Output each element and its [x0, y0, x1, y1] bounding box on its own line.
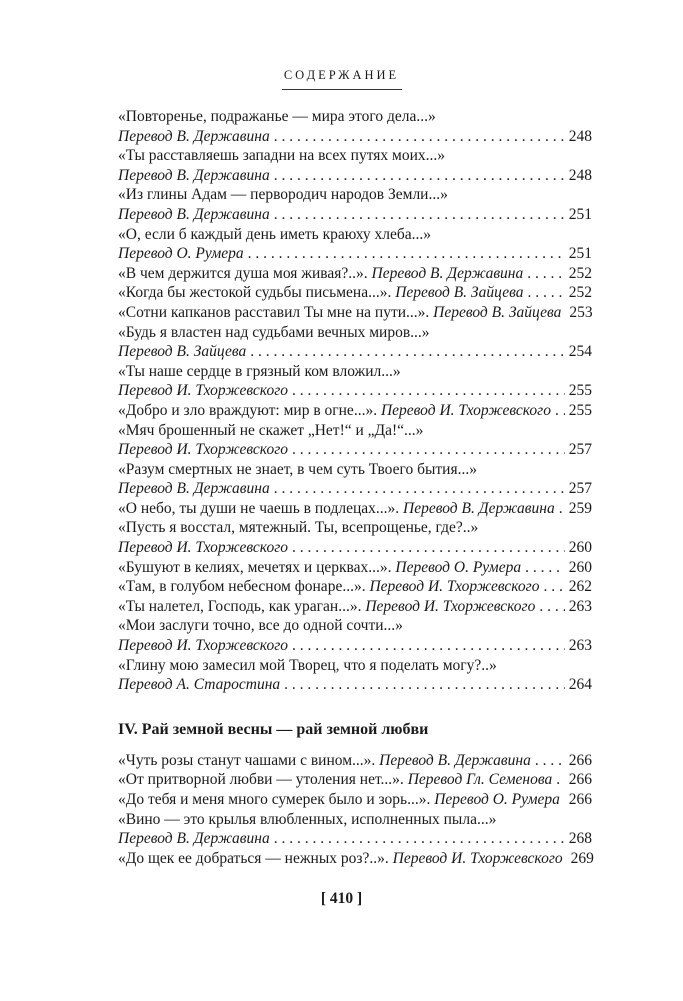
- entry-translator: Перевод И. Тхоржевского: [392, 849, 563, 867]
- toc-line: [118, 538, 592, 558]
- toc-entry-lead: [118, 790, 560, 810]
- entry-page-number: 266: [568, 771, 592, 789]
- toc-entry: [118, 303, 592, 323]
- entry-translator: Перевод Гл. Семенова: [407, 771, 553, 789]
- toc-entry: [118, 146, 592, 185]
- toc-line: [118, 751, 592, 771]
- entry-page-number: 260: [568, 539, 592, 557]
- toc-entry: [118, 849, 592, 869]
- toc-line: [118, 636, 592, 656]
- toc-line: [118, 790, 592, 810]
- toc-line: [118, 303, 592, 323]
- toc-entry-lead: [118, 849, 563, 869]
- dot-leader: [559, 499, 565, 519]
- toc-entry: [118, 225, 592, 264]
- toc-line: [118, 499, 592, 519]
- dot-leader: [528, 283, 565, 303]
- toc-line: [118, 381, 592, 401]
- toc-entry: [118, 362, 592, 401]
- running-header: СОДЕРЖАНИЕ: [283, 68, 400, 82]
- entry-page-number: 253: [569, 303, 593, 321]
- entry-title: «Повторенье, подражанье — мира этого дела...»: [118, 108, 436, 125]
- toc-entry: [118, 107, 592, 146]
- entry-translator: Перевод И. Тхоржевского: [118, 539, 288, 557]
- entry-title: «Из глины Адам — первородич народов Земли...»: [118, 186, 448, 204]
- toc-entry: [118, 460, 592, 499]
- entry-title: «Пусть я восстал, мятежный. Ты, всепрощенье, где?..»: [118, 519, 479, 537]
- toc-entry: [118, 597, 592, 617]
- toc-entry: [118, 770, 592, 790]
- toc-entry: [118, 499, 592, 519]
- entry-title: «О небо, ты души не чаешь в подлецах...».: [118, 499, 400, 517]
- entry-title: «Ты налетел, Господь, как ураган...».: [118, 597, 362, 615]
- entry-page-number: 251: [568, 205, 592, 223]
- toc-entry-lead: [118, 558, 521, 578]
- entry-page-number: 269: [570, 849, 594, 867]
- entry-title: «Сотни капканов расставил Ты мне на пути...».: [118, 303, 430, 321]
- entry-page-number: 255: [568, 382, 592, 400]
- dot-leader: [292, 440, 565, 460]
- entry-title: «Разум смертных не знает, в чем суть Твоего бытия...»: [118, 460, 477, 478]
- toc-entry: [118, 810, 592, 849]
- toc-line: [118, 849, 592, 869]
- entry-page-number: 263: [568, 597, 592, 615]
- toc-entry: [118, 185, 592, 224]
- entry-title: «Ты наше сердце в грязный ком вложил...»: [118, 362, 401, 380]
- toc-entry: [118, 401, 592, 421]
- dot-leader: [250, 342, 564, 362]
- entry-page-number: 260: [568, 558, 592, 576]
- entry-page-number: 264: [568, 676, 592, 694]
- toc-entry: [118, 656, 592, 695]
- dot-leader: [274, 205, 565, 225]
- entry-translator: Перевод В. Зайцева: [433, 303, 562, 321]
- entry-page-number: 257: [568, 480, 592, 498]
- entry-translator: Перевод В. Державина: [403, 499, 555, 517]
- entry-title: «До тебя и меня много сумерек было и зорь...».: [118, 791, 431, 808]
- entry-translator: Перевод В. Зайцева: [118, 343, 247, 361]
- entry-title: «От притворной любви — утоления нет...».: [118, 771, 404, 789]
- toc-entry: [118, 421, 592, 460]
- toc-entry-lead: [118, 770, 552, 790]
- dot-leader: [274, 829, 565, 849]
- dot-leader: [292, 636, 565, 656]
- entry-translator: Перевод И. Тхоржевского: [380, 401, 551, 419]
- toc-list-part-3: [118, 107, 592, 695]
- toc-list-part-4: [118, 751, 592, 869]
- entry-translator: Перевод И. Тхоржевского: [118, 441, 288, 459]
- entry-translator: Перевод О. Румера: [434, 791, 560, 808]
- dot-leader: [274, 479, 565, 499]
- dot-leader: [274, 127, 565, 147]
- toc-line: [118, 283, 592, 303]
- toc-entry: [118, 283, 592, 303]
- entry-translator: Перевод В. Державина: [371, 264, 524, 282]
- toc-line: [118, 166, 592, 186]
- toc-entry: [118, 558, 592, 578]
- entry-translator: Перевод А. Старостина: [118, 676, 281, 694]
- toc-entry-lead: [118, 283, 524, 303]
- entry-page-number: 259: [568, 499, 592, 517]
- toc-entry: [118, 577, 592, 597]
- toc-entry: [118, 518, 592, 557]
- toc-line: [118, 401, 592, 421]
- entry-page-number: 255: [568, 401, 592, 419]
- entry-title: «Будь я властен над судьбами вечных миров...»: [118, 323, 430, 341]
- toc-line: [118, 440, 592, 460]
- page-number: [ 410 ]: [320, 890, 363, 907]
- entry-title: «Когда бы жестокой судьбы письмена...».: [118, 284, 392, 302]
- toc-entry-lead: [118, 597, 535, 617]
- dot-leader: [527, 264, 565, 284]
- entry-page-number: 262: [568, 578, 592, 596]
- dot-leader: [555, 401, 565, 421]
- entry-translator: Перевод И. Тхоржевского: [369, 578, 540, 596]
- dot-leader: [292, 381, 565, 401]
- entry-page-number: 254: [568, 343, 592, 361]
- dot-leader: [556, 770, 565, 790]
- entry-page-number: 251: [568, 245, 592, 263]
- toc-line: [118, 205, 592, 225]
- toc-line: [118, 264, 592, 284]
- dot-leader: [248, 244, 565, 264]
- dot-leader: [292, 538, 565, 558]
- entry-title: «Мяч брошенный не скажет „Нет!“ и „Да!“...»: [118, 421, 424, 439]
- toc-entry-lead: [118, 264, 523, 284]
- entry-title: «Вино — это крылья влюбленных, исполненных пыла...»: [118, 810, 497, 828]
- entry-title: «Ты расставляешь западни на всех путях моих...»: [118, 147, 446, 165]
- dot-leader: [564, 790, 565, 810]
- toc-line: [118, 244, 592, 264]
- toc-line: [118, 558, 592, 578]
- entry-page-number: 266: [568, 751, 592, 769]
- toc-entry: [118, 790, 592, 810]
- entry-translator: Перевод О. Румера: [118, 245, 244, 263]
- section-heading: IV. Рай земной весны — рай земной любви: [118, 720, 429, 738]
- entry-title: «Глину мою замесил мой Творец, что я поделать могу?..»: [118, 656, 497, 674]
- entry-title: «Там, в голубом небесном фонаре...».: [118, 578, 366, 596]
- entry-translator: Перевод В. Зайцева: [395, 284, 524, 302]
- entry-page-number: 252: [568, 264, 592, 282]
- entry-title: «О, если б каждый день иметь краюху хлеба...»: [118, 225, 431, 243]
- entry-translator: Перевод В. Державина: [118, 166, 270, 184]
- entry-title: «Добро и зло враждуют: мир в огне...».: [118, 401, 378, 419]
- toc-line: [118, 127, 592, 147]
- toc-line: [118, 479, 592, 499]
- toc-line: [118, 770, 592, 790]
- entry-translator: Перевод В. Державина: [118, 830, 270, 848]
- entry-translator: Перевод И. Тхоржевского: [118, 382, 288, 400]
- entry-title: «Бушуют в келиях, мечетях и церквах...».: [118, 558, 392, 576]
- entry-translator: Перевод В. Державина: [118, 127, 270, 145]
- entry-title: «До щек ее добраться — нежных роз?..».: [118, 849, 389, 867]
- entry-page-number: 263: [568, 637, 592, 655]
- dot-leader: [284, 675, 565, 695]
- toc-entry: [118, 751, 592, 771]
- entry-page-number: 257: [568, 441, 592, 459]
- entry-translator: Перевод О. Румера: [395, 558, 522, 576]
- toc-line: [118, 675, 592, 695]
- entry-page-number: 266: [568, 791, 592, 808]
- toc-entry-lead: [118, 499, 555, 519]
- toc-entry: [118, 264, 592, 284]
- toc-entry-lead: [118, 577, 539, 597]
- entry-translator: Перевод В. Державина: [118, 205, 270, 223]
- toc-entry: [118, 616, 592, 655]
- entry-title: «Мои заслуги точно, все до одной сочти...»: [118, 617, 403, 635]
- dot-leader: [525, 558, 565, 578]
- toc-entry-lead: [118, 401, 551, 421]
- dot-leader: [535, 751, 565, 771]
- toc-line: [118, 597, 592, 617]
- dot-leader: [539, 597, 564, 617]
- toc-entry: [118, 323, 592, 362]
- entry-page-number: 248: [568, 127, 592, 145]
- entry-page-number: 252: [568, 284, 592, 302]
- dot-leader: [274, 166, 565, 186]
- entry-translator: Перевод В. Державина: [379, 751, 531, 769]
- toc-line: [118, 829, 592, 849]
- dot-leader: [543, 577, 564, 597]
- entry-translator: Перевод И. Тхоржевского: [118, 637, 288, 655]
- toc-line: [118, 577, 592, 597]
- table-of-contents: [118, 107, 592, 868]
- header-divider: [282, 89, 402, 90]
- entry-translator: Перевод В. Державина: [118, 480, 270, 498]
- toc-entry-lead: [118, 751, 531, 771]
- entry-title: «Чуть розы станут чашами с вином...».: [118, 751, 376, 769]
- toc-entry-lead: [118, 303, 561, 323]
- entry-page-number: 248: [568, 166, 592, 184]
- entry-title: «В чем держится душа моя живая?..».: [118, 264, 368, 282]
- entry-translator: Перевод И. Тхоржевского: [365, 597, 536, 615]
- toc-line: [118, 342, 592, 362]
- entry-page-number: 268: [568, 830, 592, 848]
